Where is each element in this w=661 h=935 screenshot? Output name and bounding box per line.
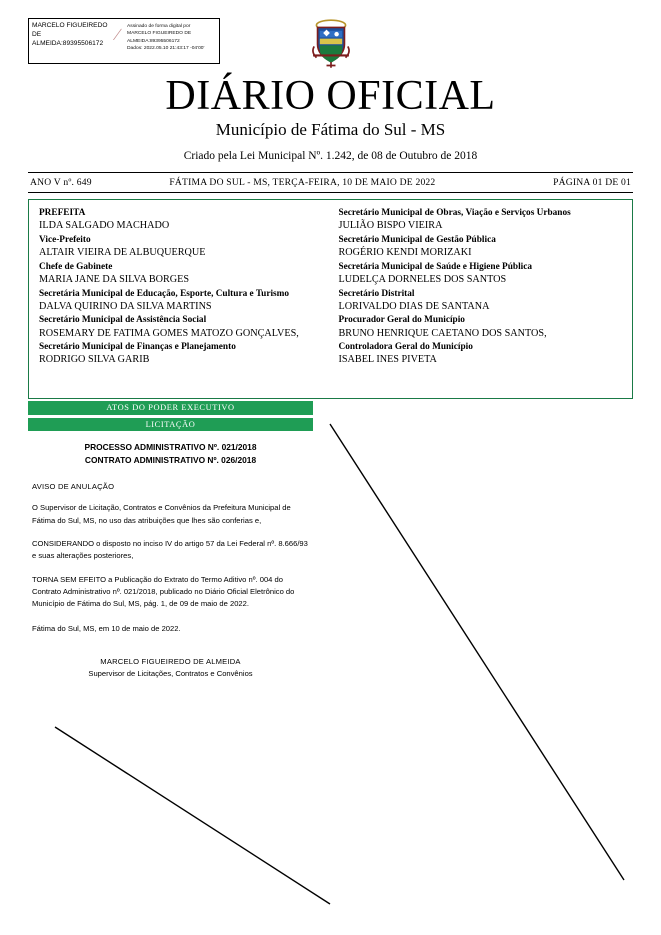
act-process-number: PROCESSO ADMINISTRATIVO Nº. 021/2018 <box>84 442 257 453</box>
section-bar-executive-acts: ATOS DO PODER EXECUTIVO <box>28 401 313 415</box>
page-title: DIÁRIO OFICIAL <box>165 73 496 119</box>
officials-column-left <box>39 207 331 389</box>
official-role: Controladora Geral do Município <box>338 342 473 353</box>
officials-box <box>28 199 633 399</box>
signature-mark-icon: ∕ <box>116 25 119 44</box>
signature-detail-line-3: ALMEIDA:89395506172 <box>127 38 180 44</box>
official-name: JULIÃO BISPO VIEIRA <box>338 220 443 232</box>
signature-signer-name: MARCELO FIGUEIREDO DE ALMEIDA:89395506172 <box>32 22 108 47</box>
officials-column-right <box>331 207 623 389</box>
issue-page-count: PÁGINA 01 DE 01 <box>553 177 631 189</box>
official-name: LUDELÇA DORNELES DOS SANTOS <box>338 273 507 285</box>
official-role: Procurador Geral do Município <box>338 315 465 326</box>
official-role: PREFEITA <box>39 208 86 219</box>
official-name: LORIVALDO DIAS DE SANTANA <box>338 300 490 312</box>
masthead-law: Criado pela Lei Municipal Nº. 1.242, de 08 de Outubro de 2018 <box>183 150 478 163</box>
official-name: BRUNO HENRIQUE CAETANO DOS SANTOS, <box>338 327 547 339</box>
issue-date: FÁTIMA DO SUL - MS, TERÇA-FEIRA, 10 DE MAIO DE 2022 <box>169 177 436 189</box>
official-role: Secretário Municipal de Gestão Pública <box>338 234 496 245</box>
official-role: Vice-Prefeito <box>39 234 91 245</box>
act-content <box>28 441 313 680</box>
act-contract-number: CONTRATO ADMINISTRATIVO Nº. 026/2018 <box>84 454 257 465</box>
signature-detail-line-2: MARCELO FIGUEIREDO DE <box>127 31 192 37</box>
official-name: MARIA JANE DA SILVA BORGES <box>39 273 190 285</box>
official-role: Secretário Municipal de Obras, Viação e Serviços Urbanos <box>338 208 571 219</box>
act-signer-name: MARCELO FIGUEIREDO DE ALMEIDA <box>100 656 241 666</box>
official-name: ROGÉRIO KENDI MORIZAKI <box>338 247 472 259</box>
official-name: ALTAIR VIEIRA DE ALBUQUERQUE <box>39 247 206 259</box>
official-name: ISABEL INES PIVETA <box>338 354 437 366</box>
official-role: Chefe de Gabinete <box>39 261 113 272</box>
digital-signature-stamp <box>28 18 220 64</box>
signature-detail-line-4: Dados: 2022.05.10 21:43:17 -04'00' <box>127 46 205 52</box>
signature-detail-line-1: Assinado de forma digital por <box>127 24 191 29</box>
act-paragraph-3: TORNA SEM EFEITO a Publicação do Extrato do Termo Aditivo nº. 004 do Contrato Administrativo nº. 021/2018, publicado no Diário Oficial Eletrônico do Município de Fátima do Sul, MS, pág. 1, de 09 de maio de 2022. <box>32 574 295 609</box>
official-name: DALVA QUIRINO DA SILVA MARTINS <box>39 300 212 312</box>
official-name: ROSEMARY DE FATIMA GOMES MATOZO GONÇALVES, <box>39 327 299 339</box>
official-name: RODRIGO SILVA GARIB <box>39 354 150 366</box>
signature-details <box>127 19 219 63</box>
act-paragraph-2: CONSIDERANDO o disposto no inciso IV do artigo 57 da Lei Federal nº. 8.666/93 e suas alterações posteriores, <box>32 538 308 561</box>
issue-bar <box>28 173 633 192</box>
official-role: Secretário Municipal de Assistência Social <box>39 315 207 326</box>
act-signer-role: Supervisor de Licitações, Contratos e Convênios <box>88 668 253 678</box>
official-role: Secretária Municipal de Saúde e Higiene Pública <box>338 261 533 272</box>
issue-bar-divider <box>28 192 633 193</box>
act-place-date: Fátima do Sul, MS, em 10 de maio de 2022. <box>32 624 181 634</box>
issue-year-number: ANO V nº. 649 <box>30 177 92 189</box>
act-signature-block <box>32 656 309 680</box>
act-heading <box>32 441 309 466</box>
act-label-annulment-notice: AVISO DE ANULAÇÃO <box>32 482 115 492</box>
official-name: ILDA SALGADO MACHADO <box>39 220 170 232</box>
official-role: Secretária Municipal de Educação, Esporte, Cultura e Turismo <box>39 288 290 299</box>
masthead-subtitle: Município de Fátima do Sul - MS <box>215 120 446 140</box>
official-role: Secretário Distrital <box>338 288 415 299</box>
coat-of-arms-icon <box>303 14 359 70</box>
official-role: Secretário Municipal de Finanças e Planejamento <box>39 342 236 353</box>
act-paragraph-1: O Supervisor de Licitação, Contratos e Convênios da Prefeitura Municipal de Fátima do Sul, MS, no uso das atribuições que lhes são conferias e, <box>32 503 291 525</box>
section-bar-bidding: LICITAÇÃO <box>28 418 313 432</box>
